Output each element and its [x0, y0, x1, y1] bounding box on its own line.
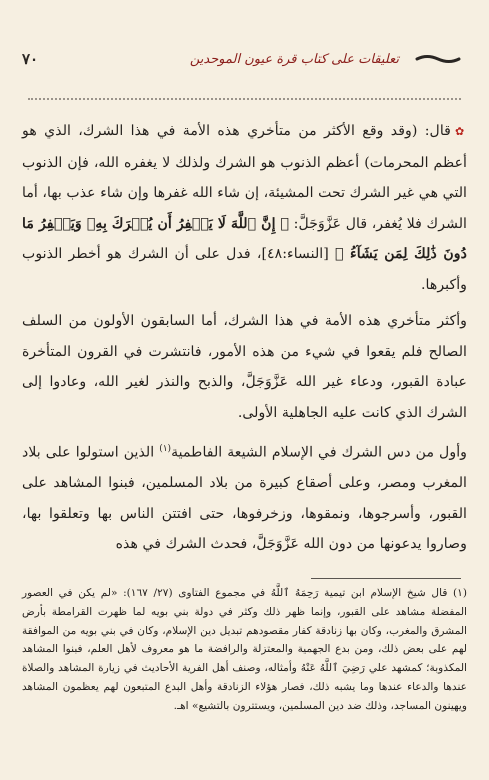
paragraph-1: [22, 116, 467, 300]
paragraph-3-before: وأول من دس الشرك في الإسلام الشيعة الفاطمية: [171, 444, 467, 461]
flower-icon: ✿: [454, 125, 467, 138]
paragraph-1-lead: قال:: [417, 123, 451, 139]
header-divider: [28, 98, 461, 100]
paragraph-3-after: الذين استولوا على بلاد المغرب ومصر، وعلى أصقاع كبيرة من بلاد المسلمين، فبنوا المشاهد على القبور، وأسرجوها، ونمقوها، وزخرفوها، حتى افتتن الناس بها وتعلقوا بها، وصاروا يدعونها من دون الله عَزَّوَجَلَّ، فحدث الشرك في هذه: [22, 444, 467, 553]
running-title: تعليقات على كتاب قرة عيون الموحدين: [189, 51, 399, 67]
paragraph-1-text: (وقد وقع الأكثر من متأخري هذه الأمة في هذا الشرك، الذي هو أعظم المحرمات) أعظم الذنوب هو الشرك ولذلك لا يغفره الله، فإن الذنوب التي هي غير الشرك تحت المشيئة، إن شاء الله غفرها وإن شاء عذب بها، أما الشرك فلا يُغفر، قال عَزَّوَجَلَّ:: [22, 123, 467, 232]
paragraph-2: وأكثر متأخري هذه الأمة في هذا الشرك، أما السابقون الأولون من السلف الصالح فلم يقعوا في شيء من هذه الأمور، فانتشرت في القرون المتأخرة عبادة القبور، ودعاء غير الله عَزَّوَجَلَّ، والذبح والنذر لغير الله، وعادوا إلى الشرك الذي كانت عليه الجاهلية الأولى.: [22, 313, 467, 421]
quran-verse: ﴿ إِنَّ ٱللَّهَ لَا يَغۡفِرُ أَن يُشۡرَكَ بِهِۦ وَيَغۡفِرُ مَا دُونَ ذَٰلِكَ لِمَن يَشَآءُ ﴾: [22, 215, 467, 262]
footnote-marker[interactable]: (١): [159, 444, 172, 454]
footnote-divider: [311, 578, 461, 579]
paragraph-1-after: [النساء:٤٨]، فدل على أن الشرك هو أخطر الذنوب وأكبرها.: [22, 246, 467, 293]
page-header: [22, 42, 467, 76]
header-ornament-icon: [415, 53, 461, 65]
footnote-text: (١) قال شيخ الإسلام ابن تيمية رَحِمَهُ ٱللَّهُ في مجموع الفتاوى (٢٧/ ١٦٧): «لم يكن في العصور المفضلة مشاهد على القبور، وإنما ظهر ذلك وكثر في دولة بني بويه لما ظهرت القرامطة بأرض المشرق والمغرب، وكان بها زنادقة كفار مقصودهم تبديل دين الإسلام، وكان في بني بويه من الموافقة لهم على بعض ذلك، ومن بدع الجهمية والمعتزلة والرافضة ما هو معروف لأهل العلم، فبنوا المشاهد المكذوبة؛ كمشهد علي رَضِيَ ٱللَّهُ عَنْهُ وأمثاله، وصنف أهل الفرية الأحاديث في زيارة المشاهد والصلاة عندها والدعاء عندها وما يشبه ذلك، فصار هؤلاء الزنادقة وأهل البدع المتبعون لهم يعظمون المشاهد ويهينون المساجد، وذلك ضد دين المسلمين، ويستترون بالتشيع» اهـ.: [22, 587, 467, 712]
main-text: [22, 116, 467, 566]
page-number: ٧٠: [22, 50, 39, 68]
paragraph-3: [22, 434, 467, 560]
